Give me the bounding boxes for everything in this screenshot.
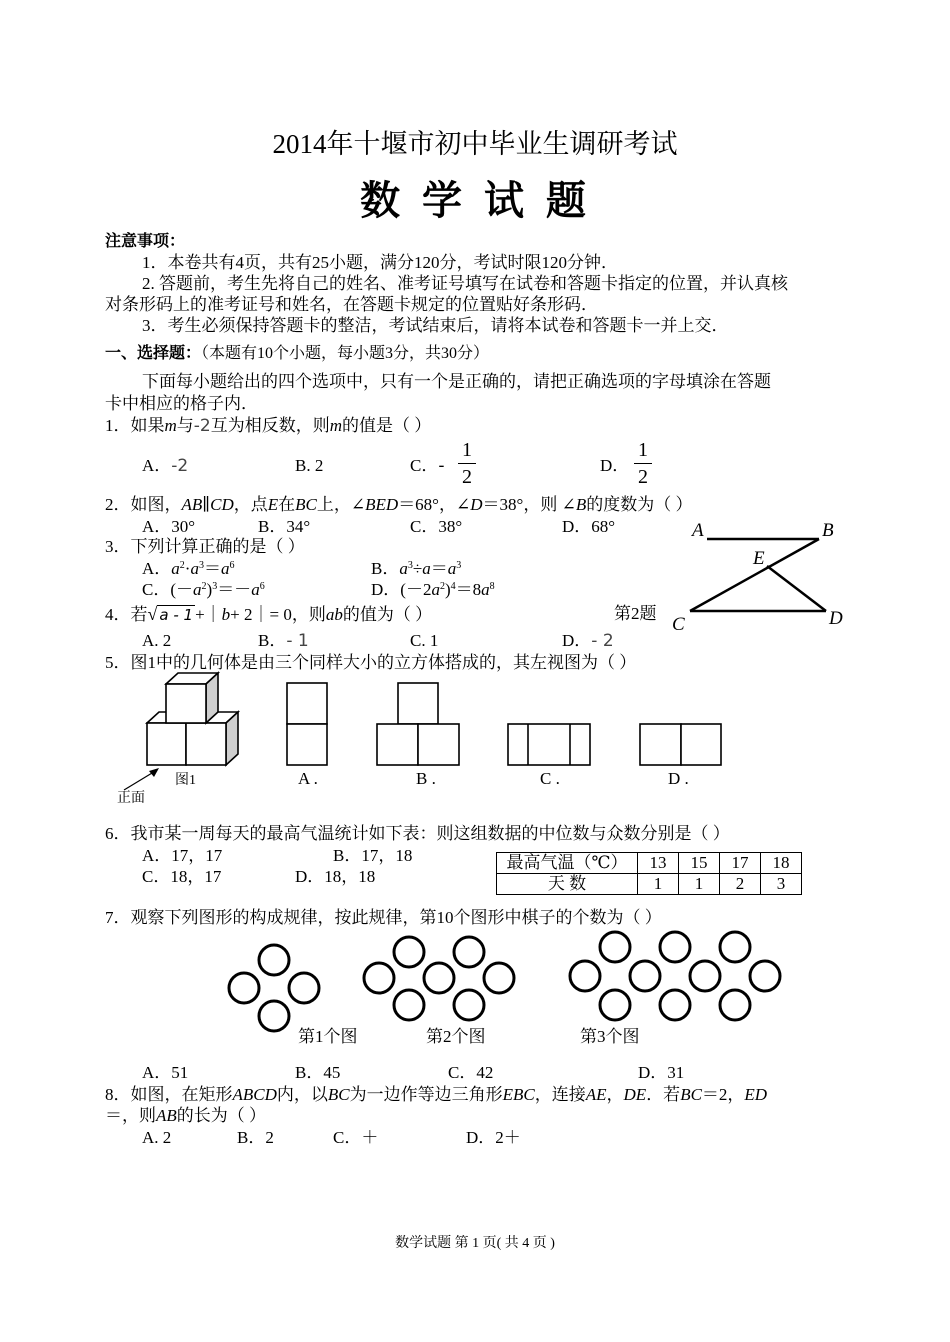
q1-option-d[interactable]: D．	[600, 456, 630, 475]
q2-point-b: B	[822, 520, 834, 541]
question-4-stem: 4．若√ a - 1 +｜b+ 2｜= 0，则ab的值为（ ）	[105, 604, 433, 624]
q7-option-b[interactable]: B．45	[295, 1063, 341, 1082]
question-7-stem: 7．观察下列图形的构成规律，按此规律，第10个图形中棋子的个数为（ ）	[105, 908, 662, 927]
q5-option-a[interactable]: A .	[298, 769, 318, 788]
table-header-cell: 15	[679, 853, 720, 874]
q5-front-label: 正面	[117, 791, 145, 806]
q7-fig2-label: 第2个图	[426, 1027, 486, 1046]
q4-option-d[interactable]: D．- 2	[562, 631, 614, 651]
q7-option-d[interactable]: D．31	[638, 1063, 685, 1082]
q1-fraction-d: 1 2	[634, 438, 652, 489]
table-cell: 3	[761, 874, 802, 895]
q8-option-a[interactable]: A. 2	[142, 1128, 172, 1147]
question-1-stem: 1．如果m与-2互为相反数，则m的值是（ ）	[105, 416, 432, 436]
table-header-cell: 18	[761, 853, 802, 874]
table-cell: 1	[638, 874, 679, 895]
q1-option-a[interactable]: A．-2	[142, 456, 189, 476]
section1-heading: 一、选择题：（本题有10个小题，每小题3分，共30分）	[105, 343, 490, 362]
question-5-stem: 5．图1中的几何体是由三个同样大小的立方体搭成的，其左视图为（ ）	[105, 653, 637, 672]
note-2a: 2. 答题前，考生先将自己的姓名、准考证号填写在试卷和答题卡指定的位置，并认真核	[142, 274, 788, 293]
table-header-cell: 13	[638, 853, 679, 874]
q4-option-b[interactable]: B．- 1	[258, 631, 309, 651]
q2-option-c[interactable]: C．38°	[410, 517, 463, 536]
q6-option-c[interactable]: C．18，17	[142, 867, 222, 886]
exam-title: 2014年十堰市初中毕业生调研考试	[272, 129, 678, 159]
table-cell: 1	[679, 874, 720, 895]
q2-point-e: E	[753, 548, 765, 569]
q8-option-d[interactable]: D．2＋	[466, 1128, 521, 1147]
q6-option-a[interactable]: A．17，17	[142, 846, 223, 865]
table-header-cell: 17	[720, 853, 761, 874]
q5-option-d[interactable]: D .	[668, 769, 689, 788]
question-6-stem: 6．我市某一周每天的最高气温统计如下表：则这组数据的中位数与众数分别是（ ）	[105, 824, 730, 843]
q2-point-d: D	[829, 608, 843, 629]
q1-option-c[interactable]: C．-	[410, 456, 445, 476]
q7-fig1-label: 第1个图	[298, 1027, 358, 1046]
section1-intro-1: 下面每小题给出的四个选项中，只有一个是正确的，请把正确选项的字母填涂在答题	[142, 372, 771, 391]
subject-title: 数 学 试 题	[360, 178, 590, 224]
q1-option-b[interactable]: B. 2	[295, 456, 324, 475]
q5-option-b[interactable]: B .	[416, 769, 436, 788]
q6-option-d[interactable]: D．18，18	[295, 867, 376, 886]
table-cell: 天 数	[497, 874, 638, 895]
q2-option-b[interactable]: B．34°	[258, 517, 311, 536]
note-2b: 对条形码上的准考证号和姓名，在答题卡规定的位置贴好条形码．	[105, 295, 598, 314]
q5-fig1-label: 图1	[175, 773, 196, 788]
question-8-stem-line2: ＝，则AB的长为（ ）	[105, 1106, 267, 1125]
table-row	[497, 874, 802, 895]
q6-option-b[interactable]: B．17，18	[333, 846, 413, 865]
temperature-table	[496, 852, 802, 895]
question-3-stem: 3．下列计算正确的是（ ）	[105, 537, 305, 556]
q7-option-a[interactable]: A．51	[142, 1063, 189, 1082]
q1-fraction-c: 1 2	[458, 438, 476, 489]
notes-heading: 注意事项：	[105, 231, 186, 250]
q3-option-a[interactable]: A．$a^2\cdot a^3=a^6$	[142, 559, 235, 578]
q2-option-a[interactable]: A．30°	[142, 517, 196, 536]
q8-option-b[interactable]: B．2	[237, 1128, 274, 1147]
note-3: 3．考生必须保持答题卡的整洁，考试结束后，请将本试卷和答题卡一并上交．	[142, 316, 729, 335]
q2-figure-label: 第2题	[614, 604, 657, 623]
q7-fig3-label: 第3个图	[580, 1027, 640, 1046]
q7-option-c[interactable]: C．42	[448, 1063, 494, 1082]
section1-intro-2: 卡中相应的格子内．	[105, 394, 258, 413]
note-1: 1．本卷共有4页，共有25小题，满分120分，考试时限120分钟．	[142, 253, 618, 272]
q8-option-c[interactable]: C．＋	[333, 1128, 379, 1147]
q2-option-d[interactable]: D．68°	[562, 517, 616, 536]
q4-option-c[interactable]: C. 1	[410, 631, 439, 650]
q2-point-c: C	[672, 614, 685, 635]
q5-option-c[interactable]: C .	[540, 769, 560, 788]
q3-option-b[interactable]: B．$a^3\div a=a^3$	[371, 559, 462, 578]
page-footer: 数学试题 第 1 页( 共 4 页 )	[395, 1236, 555, 1251]
q2-point-a: A	[692, 520, 704, 541]
q3-option-d[interactable]: D．$(-2a^2)^4=8a^8$	[371, 580, 495, 599]
question-8-stem: 8．如图，在矩形ABCD内，以BC为一边作等边三角形EBC，连接AE，DE．若BC＝2，ED	[105, 1085, 768, 1104]
table-header-cell: 最高气温（℃）	[497, 853, 638, 874]
table-cell: 2	[720, 874, 761, 895]
table-row	[497, 853, 802, 874]
q3-option-c[interactable]: C．$(-a^2)^3=-a^6$	[142, 580, 265, 599]
q4-option-a[interactable]: A. 2	[142, 631, 172, 650]
question-2-stem: 2．如图，AB∥CD，点E在BC上，∠BED＝68°，∠D＝38°，则 ∠B的度数为（ ）	[105, 495, 693, 514]
